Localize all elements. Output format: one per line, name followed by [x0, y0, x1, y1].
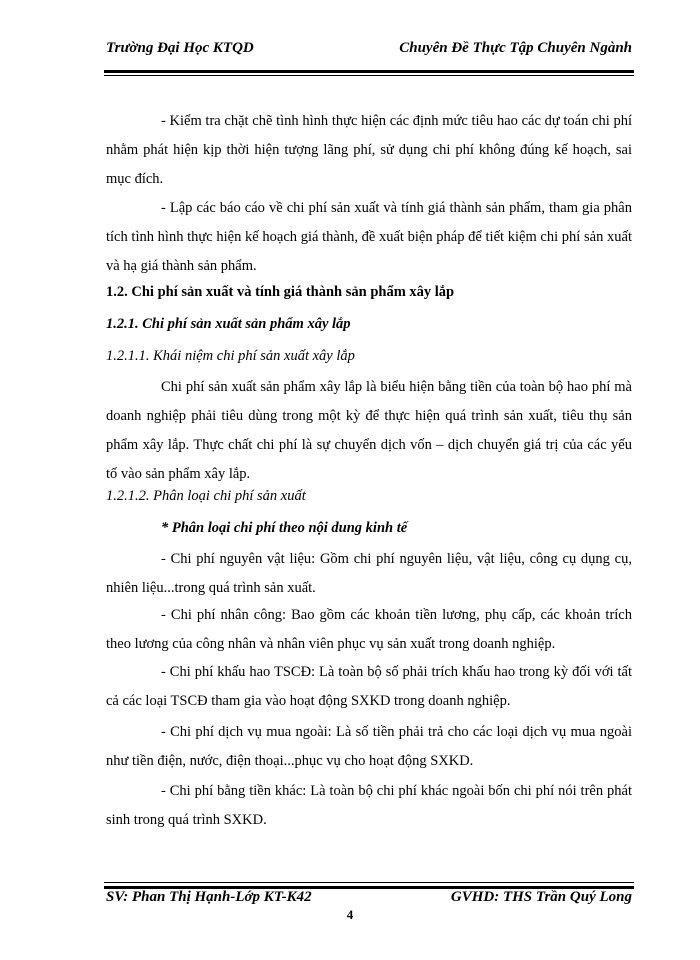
classification-heading: * Phân loại chi phí theo nội dung kinh tế — [161, 520, 408, 536]
list-item: - Chi phí bằng tiền khác: Là toàn bộ chi phí khác ngoài bốn chi phí nói trên phát sinh trong quá trình SXKD. — [106, 783, 632, 828]
classification-heading-block — [106, 514, 632, 543]
list-item: - Chi phí nhân công: Bao gồm các khoản tiền lương, phụ cấp, các khoản trích theo lương của công nhân và nhân viên phục vụ sản xuất trong doanh nghiệp. — [106, 607, 632, 652]
heading-1-2-1-1: 1.2.1.1. Khái niệm chi phí sản xuất xây lắp — [106, 348, 355, 364]
list-item: - Chi phí khấu hao TSCĐ: Là toàn bộ số phải trích khấu hao trong kỳ đối với tất cả các loại TSCĐ tham gia vào hoạt động SXKD trong doanh nghiệp. — [106, 664, 632, 709]
header-rule-thick — [104, 70, 634, 73]
page-footer — [106, 889, 632, 906]
paragraph-duty-inspect: - Kiểm tra chặt chẽ tình hình thực hiện các định mức tiêu hao các dự toán chi phí nhằm phát hiện kịp thời hiện tượng lãng phí, sử dụng chi phí không đúng kế hoạch, sai mục đích. — [106, 113, 632, 187]
heading-1-2-block — [106, 278, 632, 307]
footer-student: SV: Phan Thị Hạnh-Lớp KT-K42 — [106, 889, 312, 905]
paragraph-duty-report: - Lập các báo cáo về chi phí sản xuất và tính giá thành sản phẩm, tham gia phân tích tình hình thực hiện kế hoạch giá thành, đề xuất biện pháp để tiết kiệm chi phí sản xuất và hạ giá thành sản phẩm. — [106, 200, 632, 274]
page-header — [106, 40, 632, 57]
page-number: 4 — [346, 907, 354, 922]
header-report-title: Chuyên Đề Thực Tập Chuyên Ngành — [399, 40, 632, 56]
heading-1-2: 1.2. Chi phí sản xuất và tính giá thành sản phẩm xây lắp — [106, 284, 455, 300]
list-item: - Chi phí nguyên vật liệu: Gồm chi phí nguyên liệu, vật liệu, công cụ dụng cụ, nhiên liệu...trong quá trình sản xuất. — [106, 551, 632, 596]
heading-1-2-1-2: 1.2.1.2. Phân loại chi phí sản xuất — [106, 488, 306, 504]
paragraph-definition: Chi phí sản xuất sản phẩm xây lắp là biểu hiện bằng tiền của toàn bộ hao phí mà doanh nghiệp phải tiêu dùng trong một kỳ để thực hiện quá trình sản xuất, tiêu thụ sản phẩm xây lắp. Thực chất chi phí là sự chuyển dịch vốn – dịch chuyển giá trị của các yếu tố vào sản phẩm xây lắp. — [106, 379, 632, 482]
section-intro-duties — [106, 107, 632, 194]
header-rule-thin — [104, 75, 634, 76]
section-reports — [106, 194, 632, 281]
footer-supervisor: GVHD: THS Trần Quý Long — [450, 889, 632, 905]
heading-1-2-1-1-block — [106, 342, 632, 371]
footer-rule-thin — [104, 882, 634, 883]
header-school: Trường Đại Học KTQD — [106, 40, 254, 56]
cost-item-materials — [106, 545, 632, 603]
cost-item-labor — [106, 601, 632, 659]
cost-item-other — [106, 777, 632, 835]
heading-1-2-1-block — [106, 310, 632, 339]
heading-1-2-1-2-block — [106, 482, 632, 511]
list-item: - Chi phí dịch vụ mua ngoài: Là số tiền phải trả cho các loại dịch vụ mua ngoài như tiền điện, nước, điện thoại...phục vụ cho hoạt động SXKD. — [106, 724, 632, 769]
section-definition — [106, 373, 632, 489]
cost-item-depreciation — [106, 658, 632, 716]
cost-item-outsourced — [106, 718, 632, 776]
heading-1-2-1: 1.2.1. Chi phí sản xuất sản phẩm xây lắp — [106, 316, 351, 332]
